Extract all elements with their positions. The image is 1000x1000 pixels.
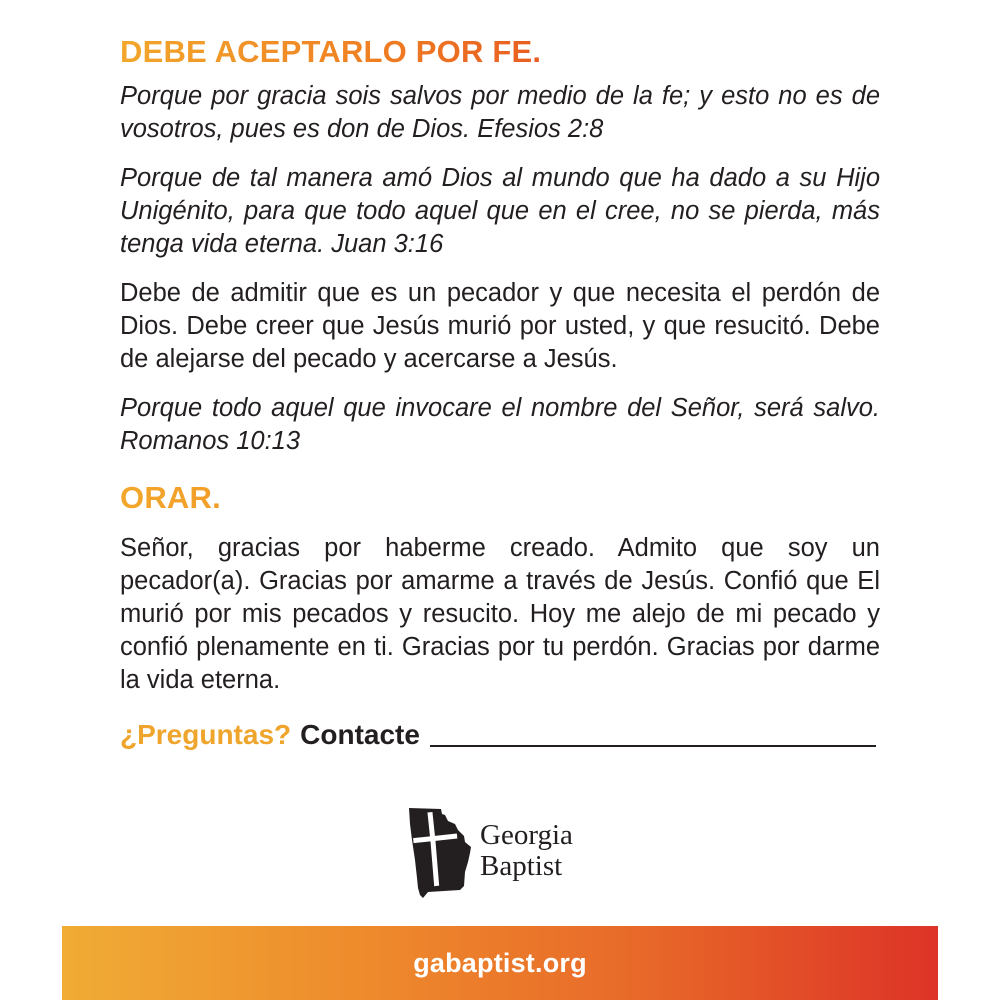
- verse-romanos: Porque todo aquel que invocare el nombre del Señor, será salvo. Romanos 10:13: [120, 394, 880, 455]
- section-heading-fe: DEBE ACEPTARLO POR FE.: [120, 28, 541, 76]
- logo-line-baptist: Baptist: [480, 850, 563, 882]
- prayer-paragraph: Señor, gracias por haberme creado. Admito que soy un pecador(a). Gracias por amarme a través de Jesús. Confió que El murió por mis pecados y resucito. Hoy me alejo de mi pecado y confió plenamente en ti. Gracias por tu perdón. Gracias por darme la vida eterna.: [120, 534, 880, 694]
- georgia-baptist-logo: [408, 806, 608, 906]
- georgia-map-cross-icon: [408, 806, 474, 902]
- questions-label: ¿Preguntas?: [120, 719, 292, 750]
- contact-row: [120, 717, 880, 753]
- logo-line-georgia: Georgia: [480, 819, 573, 851]
- section-heading-orar: ORAR.: [120, 474, 880, 522]
- contact-label: Contacte: [300, 719, 420, 750]
- footer-banner: [62, 926, 938, 1000]
- instructions-paragraph: Debe de admitir que es un pecador y que necesita el perdón de Dios. Debe creer que Jesús murió por usted, y que resucitó. Debe de alejarse del pecado y acercarse a Jesús.: [120, 279, 880, 373]
- tract-content: [120, 28, 880, 753]
- verse-juan: Porque de tal manera amó Dios al mundo que ha dado a su Hijo Unigénito, para que todo aquel que en el cree, no se pierda, más tenga vida eterna. Juan 3:16: [120, 164, 880, 258]
- contact-blank-line: [430, 745, 876, 747]
- website-url: gabaptist.org: [413, 947, 587, 978]
- verse-efesios: Porque por gracia sois salvos por medio de la fe; y esto no es de vosotros, pues es don de Dios. Efesios 2:8: [120, 82, 880, 143]
- logo-wordmark: [480, 820, 573, 882]
